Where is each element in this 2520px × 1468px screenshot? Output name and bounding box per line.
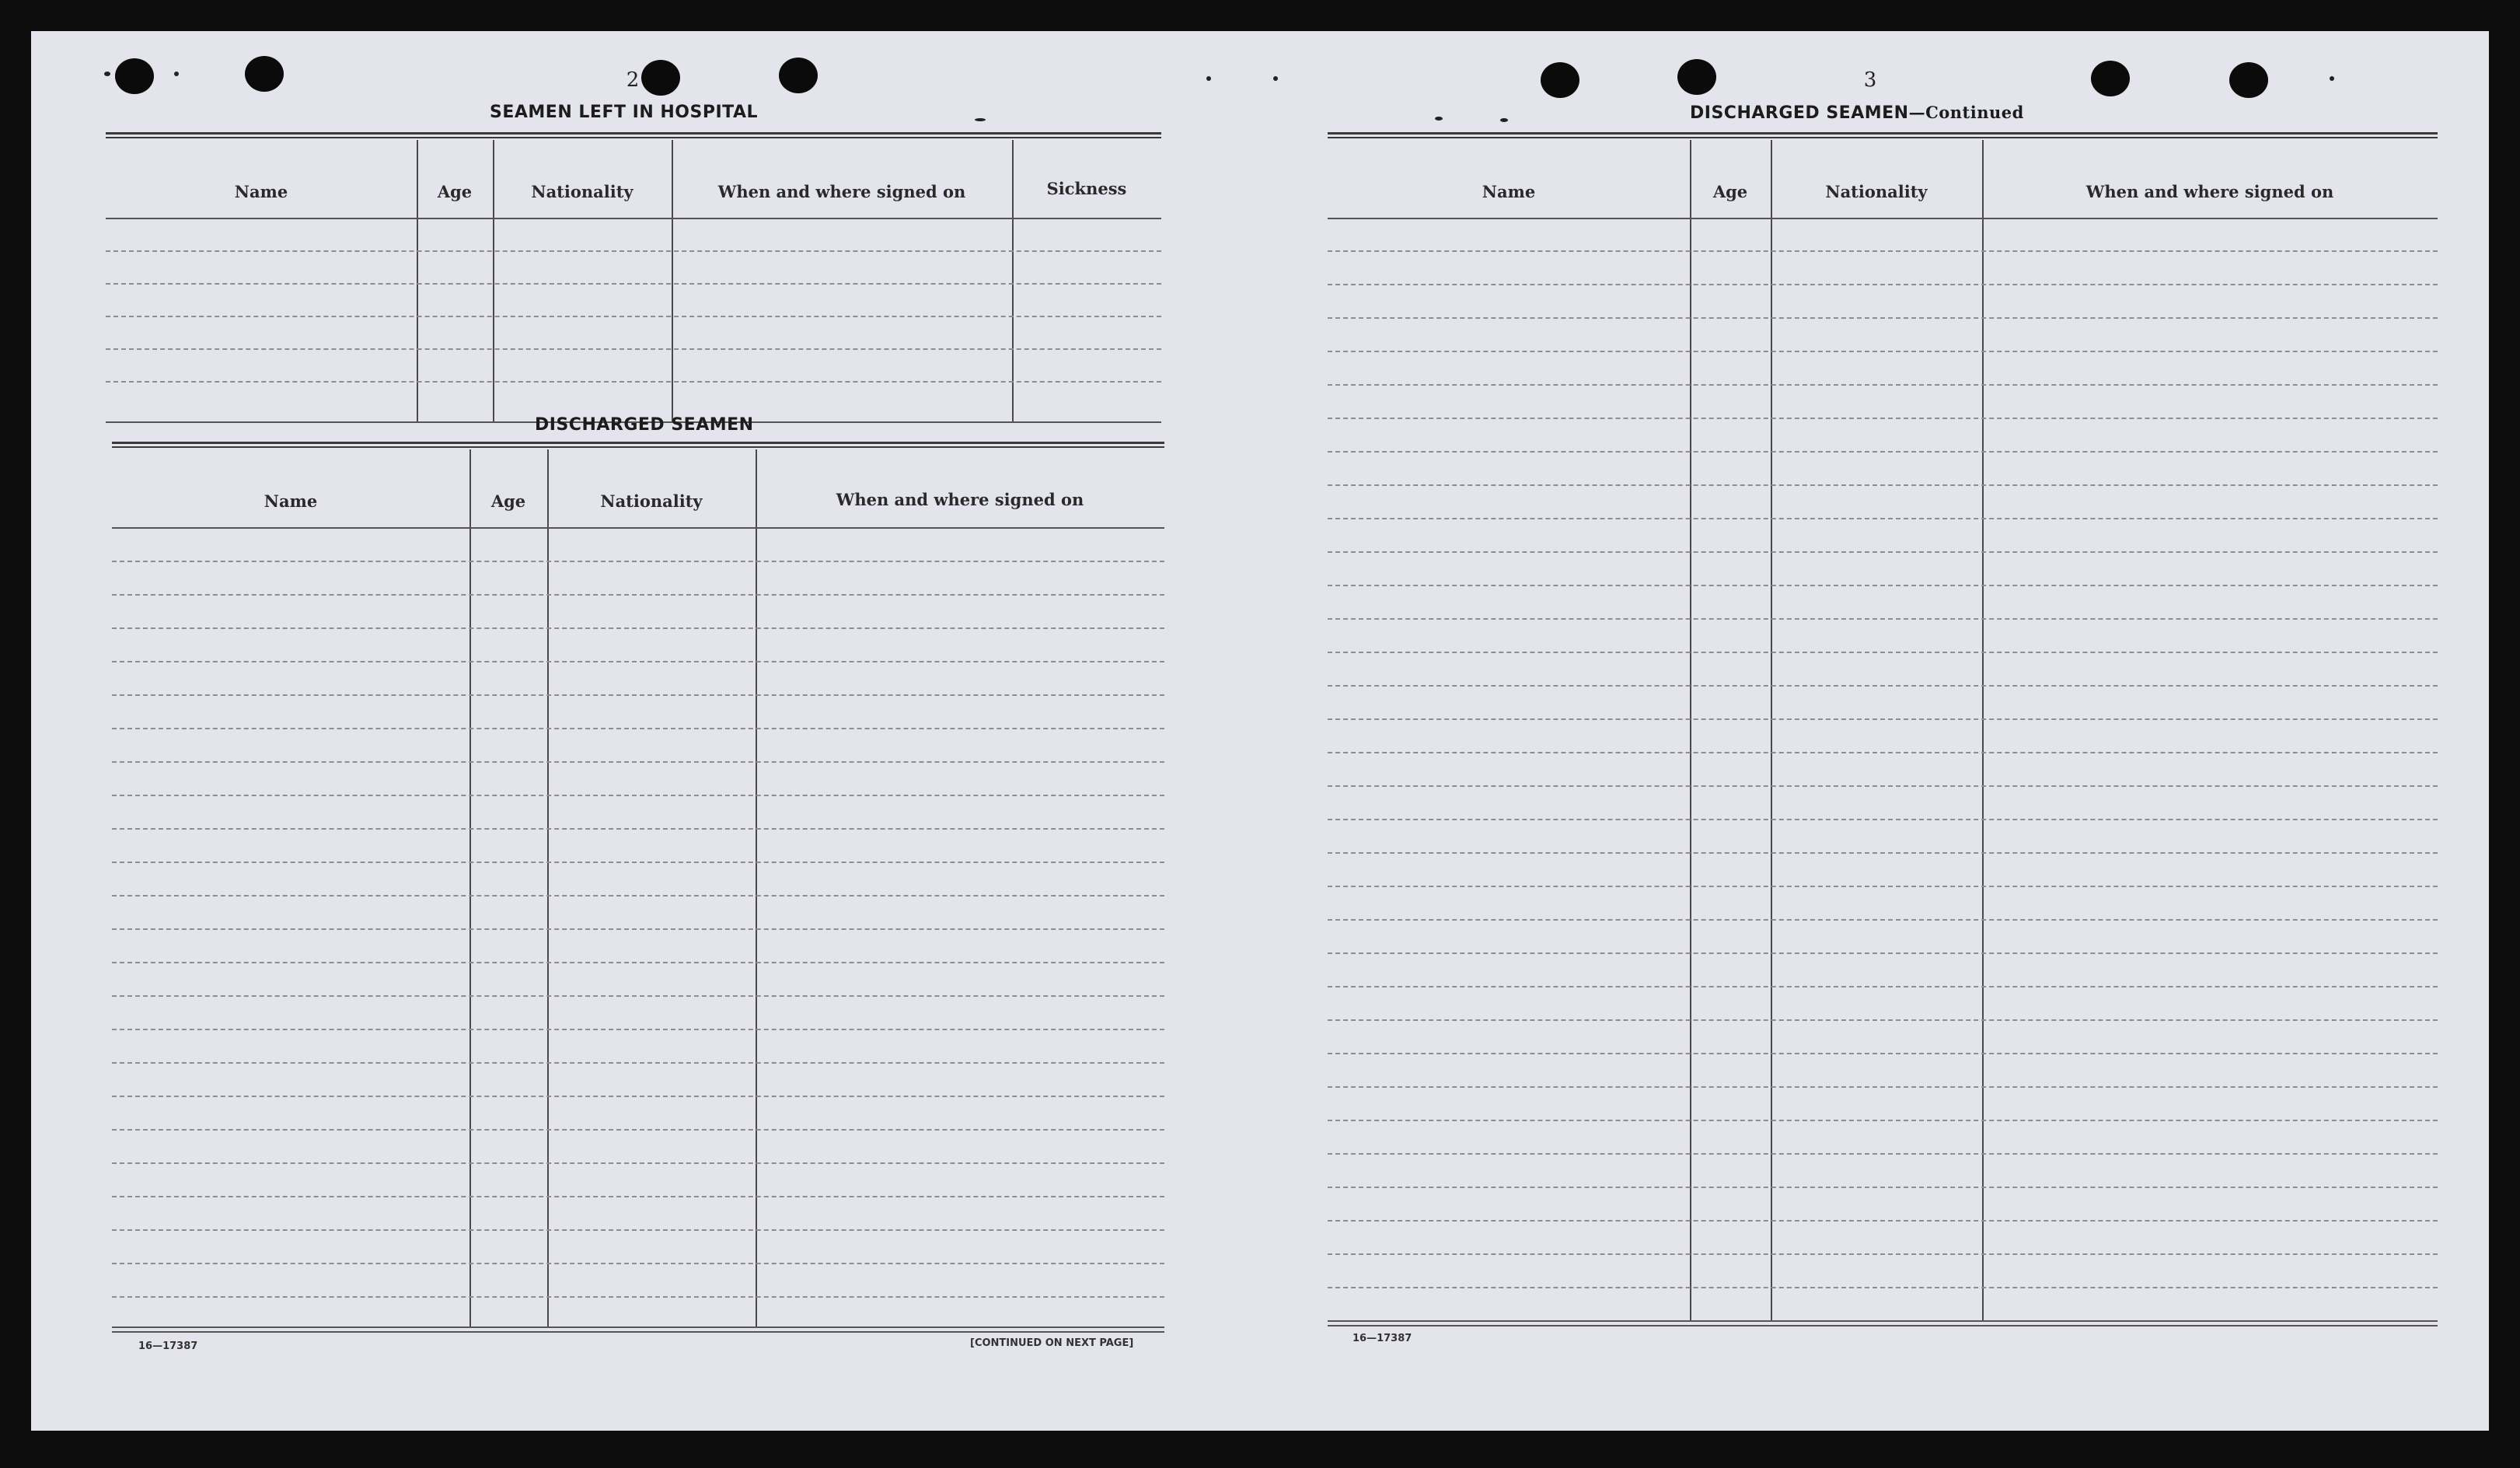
form-sheet [31,31,2489,1431]
entry-line [1328,451,2438,453]
entry-line [106,348,1161,350]
entry-line [112,728,1164,729]
punch-hole [1677,59,1716,95]
entry-line [1328,250,2438,252]
entry-line [1328,551,2438,553]
entry-line [1328,652,2438,653]
entry-line [1328,952,2438,954]
speck [1500,118,1508,122]
entry-line [1328,1287,2438,1288]
entry-line [1328,986,2438,987]
entry-line [112,561,1164,562]
speck [1206,76,1211,81]
discharged-continued-title-main: DISCHARGED SEAMEN [1690,103,1909,123]
punch-hole [2229,62,2268,98]
table-bottom-rule [112,1326,1164,1328]
table-bottom-rule-2 [1328,1325,2438,1326]
entry-line [112,594,1164,596]
entry-line [1328,618,2438,620]
continued-top-rule-2 [1328,137,2438,138]
header-name: Name [1482,182,1536,201]
entry-line [112,1129,1164,1131]
entry-line [1328,852,2438,854]
entry-line [1328,418,2438,419]
entry-line [112,1029,1164,1030]
entry-line [1328,685,2438,687]
header-name: Name [234,182,288,201]
hospital-section-title: SEAMEN LEFT IN HOSPITAL [490,103,759,122]
punch-hole [115,58,154,94]
punch-hole [779,58,818,93]
discharged-top-rule-2 [112,446,1164,448]
form-number-left: 16—17387 [138,1340,198,1352]
header-age: Age [1712,182,1748,201]
header-age: Age [437,182,473,201]
header-when-where: When and where signed on [836,490,1084,509]
entry-line [106,316,1161,317]
entry-line [112,895,1164,897]
entry-line [112,1296,1164,1298]
entry-line [112,795,1164,796]
entry-line [1328,1153,2438,1155]
table-bottom-rule-2 [112,1331,1164,1333]
entry-line [112,694,1164,696]
entry-line [112,761,1164,763]
entry-line [1328,1220,2438,1222]
entry-line [106,283,1161,285]
speck [2330,76,2334,81]
entry-line [112,1096,1164,1097]
entry-line [112,962,1164,963]
entry-line [1328,585,2438,586]
entry-line [1328,1053,2438,1054]
header-nationality: Nationality [531,182,633,201]
hospital-table [106,140,1161,428]
form-number-right: 16—17387 [1352,1333,1412,1344]
entry-line [112,862,1164,863]
entry-line [1328,1120,2438,1121]
header-name: Name [264,491,318,511]
entry-line [1328,886,2438,887]
speck [1273,76,1278,81]
entry-line [112,928,1164,930]
page-number-left: 2 [626,68,640,92]
discharged-top-rule [112,442,1164,444]
speck [975,118,986,121]
entry-line [1328,1253,2438,1255]
entry-line [1328,1086,2438,1088]
entry-line [1328,752,2438,753]
hospital-top-rule-2 [106,137,1161,138]
page-number-right: 3 [1863,68,1877,92]
entry-line [112,1263,1164,1264]
header-sickness: Sickness [1046,179,1127,198]
entry-line [1328,351,2438,352]
entry-line [1328,919,2438,921]
punch-hole [2091,61,2130,96]
entry-line [1328,518,2438,519]
header-bottom-rule [106,218,1161,219]
continued-top-rule [1328,132,2438,135]
entry-line [112,1062,1164,1064]
header-nationality: Nationality [600,491,703,511]
header-when-where: When and where signed on [2085,182,2334,201]
discharged-table-left [112,449,1164,1367]
entry-line [106,381,1161,383]
discharged-continued-title-suffix: —Continued [1908,103,2024,122]
entry-line [106,250,1161,252]
continued-note: [CONTINUED ON NEXT PAGE] [970,1337,1134,1349]
entry-line [1328,284,2438,285]
header-age: Age [490,491,526,511]
entry-line [1328,1187,2438,1188]
header-bottom-rule [112,527,1164,529]
entry-line [1328,1019,2438,1021]
entry-line [112,1229,1164,1231]
speck [174,72,179,76]
entry-line [112,828,1164,830]
entry-line [112,627,1164,629]
entry-line [112,1162,1164,1164]
entry-line [1328,484,2438,486]
table-bottom-rule [1328,1320,2438,1322]
header-bottom-rule [1328,218,2438,219]
hospital-top-rule [106,132,1161,135]
header-when-where: When and where signed on [717,182,966,201]
discharged-table-right [1328,140,2438,1361]
entry-line [1328,384,2438,386]
discharged-section-title: DISCHARGED SEAMEN [535,415,754,435]
entry-line [1328,718,2438,720]
entry-line [112,661,1164,662]
punch-hole [1541,62,1579,98]
header-nationality: Nationality [1825,182,1928,201]
entry-line [112,1196,1164,1197]
entry-line [112,995,1164,997]
speck [104,72,110,76]
entry-line [1328,819,2438,820]
discharged-continued-title [1690,103,2024,123]
entry-line [1328,785,2438,787]
speck [1435,117,1443,121]
entry-line [1328,317,2438,319]
punch-hole [245,56,284,92]
